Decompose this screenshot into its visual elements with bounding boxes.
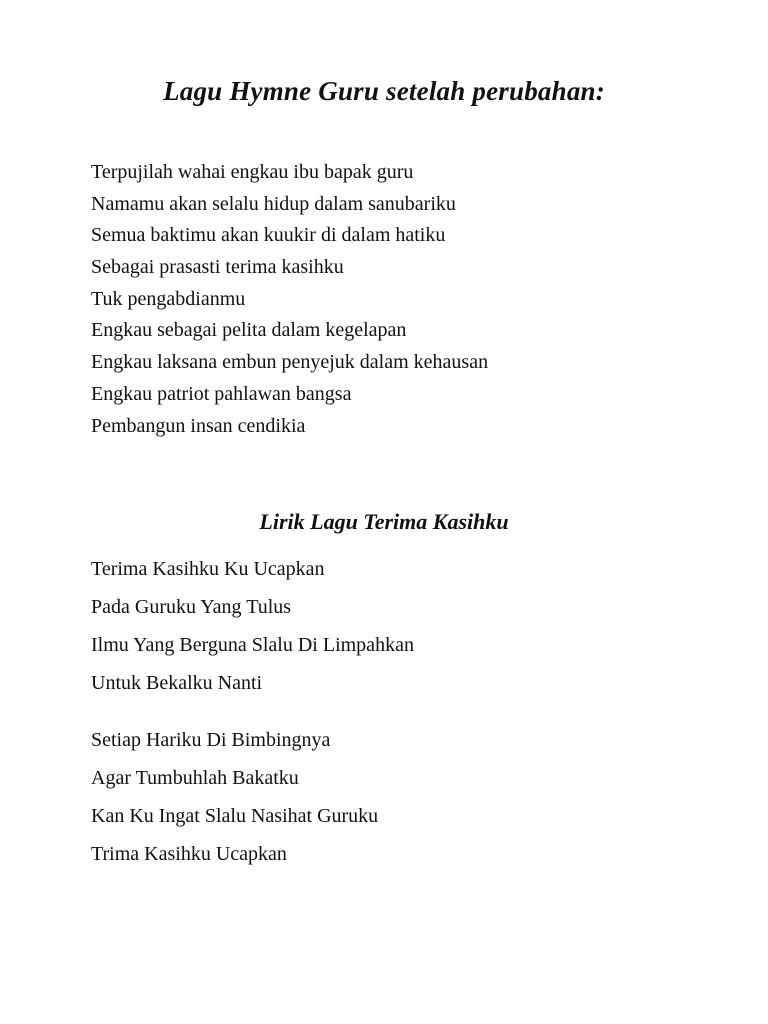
lyric-line: Terima Kasihku Ku Ucapkan bbox=[91, 558, 325, 580]
lyric-line: Trima Kasihku Ucapkan bbox=[91, 843, 287, 865]
terima-kasihku-stanza-1 bbox=[91, 550, 414, 702]
hymne-guru-lyrics bbox=[91, 157, 488, 442]
lyric-line: Semua baktimu akan kuukir di dalam hatiku bbox=[91, 224, 446, 247]
lyric-line: Engkau patriot pahlawan bangsa bbox=[91, 382, 352, 405]
lyric-line: Sebagai prasasti terima kasihku bbox=[91, 256, 344, 279]
lyric-line: Ilmu Yang Berguna Slalu Di Limpahkan bbox=[91, 634, 414, 656]
lyric-line: Setiap Hariku Di Bimbingnya bbox=[91, 729, 331, 751]
lyric-line: Pembangun insan cendikia bbox=[91, 414, 306, 437]
lyric-line: Namamu akan selalu hidup dalam sanubariku bbox=[91, 192, 456, 215]
lyric-line: Terpujilah wahai engkau ibu bapak guru bbox=[91, 161, 414, 183]
terima-kasihku-title: Lirik Lagu Terima Kasihku bbox=[259, 509, 509, 534]
lyric-line: Agar Tumbuhlah Bakatku bbox=[91, 767, 299, 789]
hymne-guru-title: Lagu Hymne Guru setelah perubahan: bbox=[163, 76, 605, 106]
lyric-line: Engkau laksana embun penyejuk dalam kehausan bbox=[91, 351, 489, 374]
lyric-line: Tuk pengabdianmu bbox=[91, 287, 246, 310]
terima-kasihku-stanza-2 bbox=[91, 721, 378, 873]
lyric-line: Engkau sebagai pelita dalam kegelapan bbox=[91, 319, 407, 342]
lyric-line: Kan Ku Ingat Slalu Nasihat Guruku bbox=[91, 805, 379, 827]
lyric-line: Pada Guruku Yang Tulus bbox=[91, 596, 292, 618]
lyric-line: Untuk Bekalku Nanti bbox=[91, 672, 263, 694]
